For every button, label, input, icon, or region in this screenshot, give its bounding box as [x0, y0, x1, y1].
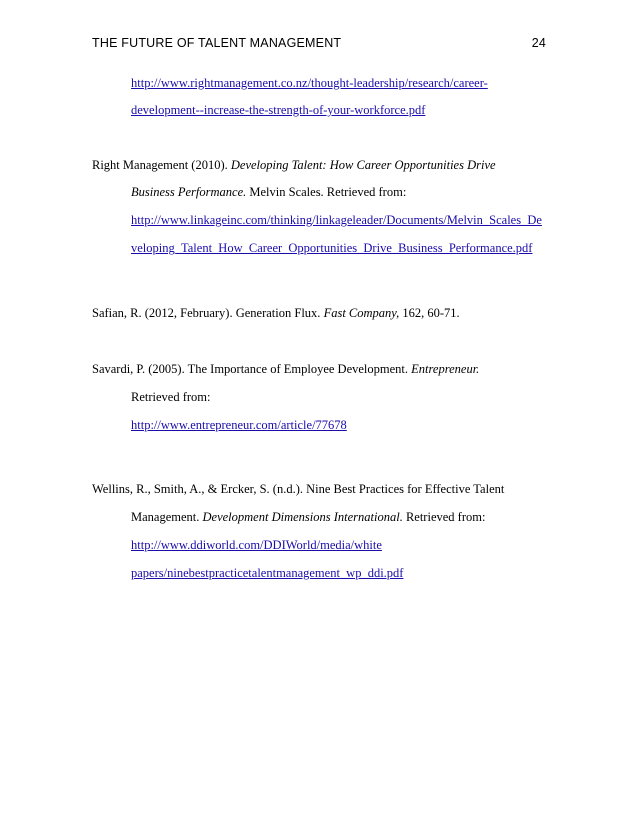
page-number: 24 [531, 36, 546, 50]
right-rest: Melvin Scales. Retrieved from: [246, 185, 407, 199]
right-title-1: Developing Talent: How Career Opportunities Drive [230, 158, 496, 172]
safian-post: 162, 60-71. [399, 306, 460, 320]
ddiworld-link-part2[interactable]: papers/ninebestpracticetalentmanagement_wp_ddi.pdf [131, 566, 404, 580]
wellins-line-2 [131, 509, 485, 525]
linkageinc-link-part2[interactable]: veloping_Talent_How_Career_Opportunities_Drive_Business_Performance.pdf [131, 241, 533, 255]
right-author: Right Management (2010). [92, 158, 231, 172]
linkageinc-link-part1[interactable]: http://www.linkageinc.com/thinking/linkageleader/Documents/Melvin_Scales_De [131, 213, 542, 227]
reference-safian [92, 305, 460, 321]
savardi-journal: Entrepreneur. [411, 362, 480, 376]
entrepreneur-link[interactable]: http://www.entrepreneur.com/article/77678 [131, 418, 347, 432]
wellins-pre2: Management. [131, 510, 203, 524]
savardi-retrieved: Retrieved from: [131, 390, 211, 404]
right-title-2: Business Performance. [131, 185, 247, 199]
running-header [92, 36, 546, 50]
reference-right-management [92, 157, 496, 173]
safian-journal: Fast Company, [323, 306, 400, 320]
ddiworld-link-part1[interactable]: http://www.ddiworld.com/DDIWorld/media/white [131, 538, 382, 552]
reference-savardi [92, 361, 479, 377]
rightmanagement-link-part1[interactable]: http://www.rightmanagement.co.nz/thought-leadership/research/career- [131, 76, 488, 90]
rightmanagement-link-part2[interactable]: development--increase-the-strength-of-your-workforce.pdf [131, 103, 426, 117]
right-line-2 [131, 184, 406, 200]
wellins-ital2: Development Dimensions International. [202, 510, 403, 524]
savardi-pre: Savardi, P. (2005). The Importance of Employee Development. [92, 362, 412, 376]
reference-wellins: Wellins, R., Smith, A., & Ercker, S. (n.d.). Nine Best Practices for Effective Talent [92, 482, 505, 496]
safian-pre: Safian, R. (2012, February). Generation Flux. [92, 306, 324, 320]
wellins-post2: Retrieved from: [402, 510, 486, 524]
running-head-title: THE FUTURE OF TALENT MANAGEMENT [92, 36, 342, 50]
